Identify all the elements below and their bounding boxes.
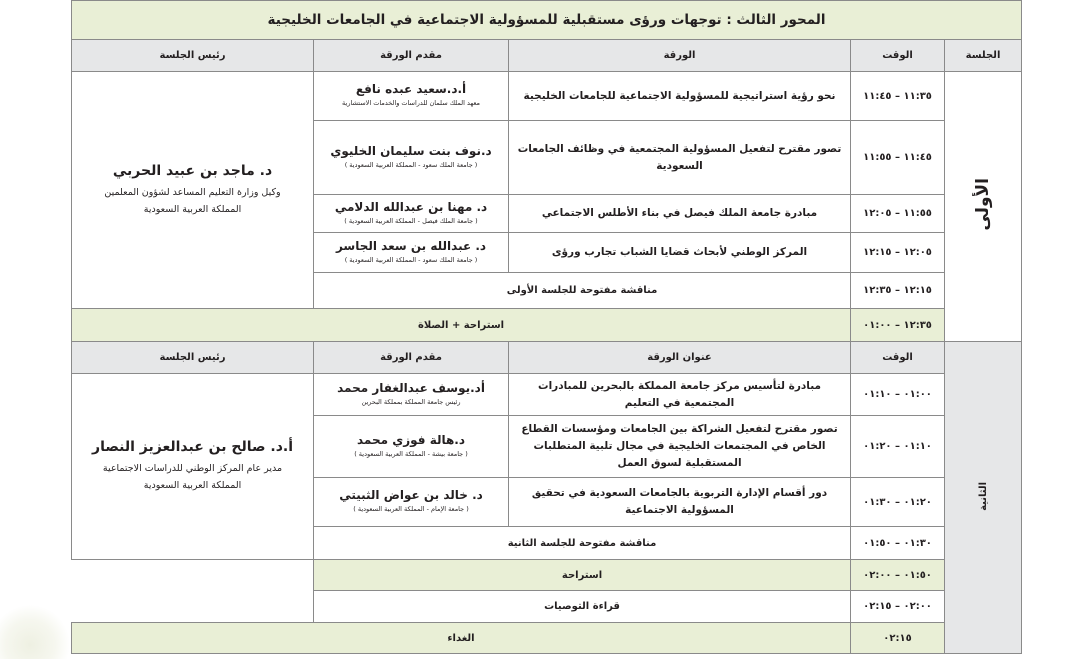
decorative-watermark (0, 605, 70, 659)
presenter-cell (314, 72, 509, 121)
break-label: استراحة + الصلاة (72, 309, 851, 342)
presenter-affiliation: ( جامعة الإمام - المملكة العربية السعودية ) (353, 505, 469, 513)
session2-chair (72, 374, 314, 560)
time-cell: ٠١:٢٠ – ٠١:٣٠ (851, 478, 945, 527)
time-cell: ٠١:٣٠ – ٠١:٥٠ (851, 527, 945, 560)
table-row (72, 374, 1022, 416)
time-cell: ١٢:٠٥ – ١٢:١٥ (851, 233, 945, 273)
chair-country: المملكة العربية السعودية (143, 480, 242, 491)
header-presenter: مقدم الورقة (314, 40, 509, 72)
session1-header-row (72, 40, 1022, 72)
presenter-affiliation: ( جامعة الملك فيصل - المملكة العربية السعودية ) (344, 216, 478, 225)
header-time: الوقت (851, 40, 945, 72)
paper-title: تصور مقترح لتفعيل الشراكة بين الجامعات ومؤسسات القطاع الخاص في المجتمعات الخليجية في مجال تلبية المتطلبات المستقبلية لسوق العمل (509, 416, 851, 478)
header-time: الوقت (851, 342, 945, 374)
time-cell: ٠١:٠٠ – ٠١:١٠ (851, 374, 945, 416)
session1-label: الأولى (945, 72, 1022, 342)
session2-header-row (72, 342, 1022, 374)
paper-title: نحو رؤية استراتيجية للمسؤولية الاجتماعية للجامعات الخليجية (509, 72, 851, 121)
presenter-name: د. خالد بن عواض الثبيتي (339, 488, 483, 502)
session2-label: الثانية (945, 342, 1022, 654)
presenter-affiliation: ( جامعة الملك سعود - المملكة العربية السعودية ) (344, 255, 478, 264)
chair-title: وكيل وزارة التعليم المساعد لشؤون المعلمين (104, 186, 281, 198)
presenter-cell (314, 121, 509, 195)
time-cell: ٠١:٥٠ – ٠٢:٠٠ (851, 560, 945, 591)
break-row (72, 309, 1022, 342)
paper-title: مبادرة جامعة الملك فيصل في بناء الأطلس الاجتماعي (509, 195, 851, 233)
axis-title: المحور الثالث : توجهات ورؤى مستقبلية للمسؤولية الاجتماعية في الجامعات الخليجية (72, 1, 1022, 40)
paper-title: دور أقسام الإدارة التربوية بالجامعات السعودية في تحقيق المسؤولية الاجتماعية (509, 478, 851, 527)
presenter-name: د.نوف بنت سليمان الخليوي (330, 143, 492, 158)
presenter-name: أ.د.سعيد عبده نافع (355, 82, 467, 96)
presenter-cell (314, 374, 509, 416)
time-cell: ٠١:١٠ – ٠١:٢٠ (851, 416, 945, 478)
chair-name: أ.د. صالح بن عبدالعزيز النصار (92, 439, 293, 455)
presenter-name: د. عبدالله بن سعد الجاسر (335, 238, 487, 253)
presenter-cell (314, 195, 509, 233)
presenter-cell (314, 233, 509, 273)
lunch-label: الغداء (72, 623, 851, 654)
presenter-name: أد.يوسف عبدالغفار محمد (337, 380, 485, 395)
discussion-label: مناقشة مفتوحة للجلسة الثانية (314, 527, 851, 560)
paper-title: مبادرة لتأسيس مركز جامعة المملكة بالبحرين للمبادرات المجتمعية في التعليم (509, 374, 851, 416)
presenter-affiliation: ( جامعة بيشة - المملكة العربية السعودية ) (354, 449, 468, 458)
time-cell: ١٢:١٥ – ١٢:٣٥ (851, 273, 945, 309)
chair-country: المملكة العربية السعودية (143, 203, 242, 215)
header-session: الجلسة (945, 40, 1022, 72)
presenter-affiliation: ( جامعة الملك سعود - المملكة العربية السعودية ) (344, 160, 478, 169)
presenter-affiliation: معهد الملك سلمان للدراسات والخدمات الاستشارية (342, 99, 480, 107)
presenter-name: د.هالة فوزي محمد (357, 432, 466, 447)
header-paper: عنوان الورقة (509, 342, 851, 374)
time-cell: ١١:٥٥ – ١٢:٠٥ (851, 195, 945, 233)
table-row (72, 72, 1022, 121)
time-cell: ١٢:٣٥ – ٠١:٠٠ (851, 309, 945, 342)
presenter-name: د. مهنا بن عبدالله الدلامي (334, 199, 488, 214)
break-row (72, 560, 1022, 591)
time-cell: ١١:٤٥ – ١١:٥٥ (851, 121, 945, 195)
lunch-row (72, 623, 1022, 654)
header-paper: الورقة (509, 40, 851, 72)
recommendations-label: قراءة التوصيات (314, 591, 851, 623)
header-chair: رئيس الجلسة (72, 40, 314, 72)
presenter-cell (314, 416, 509, 478)
session1-chair (72, 72, 314, 309)
presenter-affiliation: رئيس جامعة المملكة بمملكة البحرين (361, 397, 461, 406)
schedule-table (71, 0, 1022, 654)
header-presenter: مقدم الورقة (314, 342, 509, 374)
time-cell: ١١:٣٥ – ١١:٤٥ (851, 72, 945, 121)
paper-title: المركز الوطني لأبحاث قضايا الشباب تجارب ورؤى (509, 233, 851, 273)
discussion-label: مناقشة مفتوحة للجلسة الأولى (314, 273, 851, 309)
break-label: استراحة (314, 560, 851, 591)
time-cell: ٠٢:٠٠ – ٠٢:١٥ (851, 591, 945, 623)
chair-name: د. ماجد بن عبيد الحربي (112, 162, 273, 179)
axis-title-row (72, 1, 1022, 40)
paper-title: تصور مقترح لتفعيل المسؤولية المجتمعية في وظائف الجامعات السعودية (509, 121, 851, 195)
header-chair: رئيس الجلسة (72, 342, 314, 374)
time-cell: ٠٢:١٥ (851, 623, 945, 654)
chair-title: مدير عام المركز الوطني للدراسات الاجتماعية (102, 463, 283, 474)
presenter-cell (314, 478, 509, 527)
table-row (72, 591, 1022, 623)
